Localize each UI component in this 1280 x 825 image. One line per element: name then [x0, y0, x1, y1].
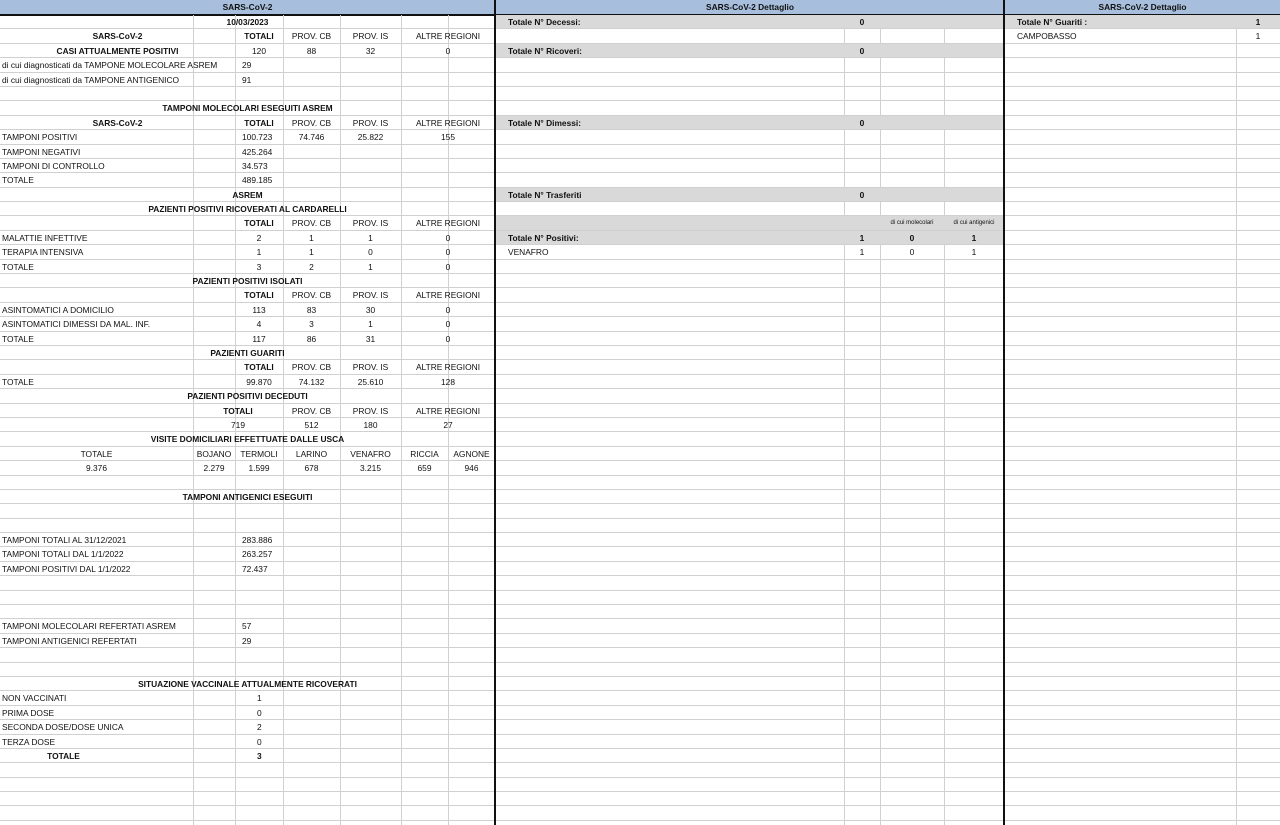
venafro-val: 1	[859, 247, 865, 258]
ric-row-altre: 0	[445, 232, 451, 243]
positivi-label: Totale N° Positivi:	[508, 232, 579, 243]
tm-row-cb: 74.746	[298, 132, 325, 143]
visite-col: AGNONE	[453, 448, 490, 459]
casi-cb: 88	[306, 45, 317, 56]
tm-col0: SARS-CoV-2	[92, 117, 143, 128]
iso-row-tot: 117	[252, 333, 266, 344]
tm-row-label: TAMPONI NEGATIVI	[2, 146, 81, 157]
vac-row-label: NON VACCINATI	[2, 693, 67, 704]
casi-is: 32	[365, 45, 376, 56]
vaccinale-title: SITUAZIONE VACCINALE ATTUALMENTE RICOVERATI	[138, 678, 357, 689]
iso-row-label: ASINTOMATICI A DOMICILIO	[2, 304, 114, 315]
casi-ant-label: di cui diagnosticati da TAMPONE ANTIGENICO	[2, 74, 180, 85]
vac-row-val: 0	[257, 707, 262, 718]
iso-col2: PROV. CB	[291, 290, 332, 301]
casi-positivi-label: CASI ATTUALMENTE POSITIVI	[56, 45, 179, 56]
ant-row-val: 72.437	[242, 563, 268, 574]
table-row	[0, 231, 495, 245]
gua-col1: TOTALI	[244, 362, 274, 373]
ref-row-val: 29	[242, 635, 252, 646]
gua-row-label: TOTALE	[2, 376, 34, 387]
table-row	[0, 720, 495, 734]
right-panel	[1005, 0, 1280, 825]
sub-mol-label: di cui molecolari	[890, 220, 934, 227]
table-row	[0, 245, 495, 259]
col-header-is: PROV. IS	[352, 31, 389, 42]
campobasso-label: CAMPOBASSO	[1017, 31, 1077, 42]
visite-col: RICCIA	[410, 448, 439, 459]
visite-col: VENAFRO	[350, 448, 391, 459]
casi-mol-label: di cui diagnosticati da TAMPONE MOLECOLARE ASREM	[2, 60, 218, 71]
dec-row-cb: 512	[304, 419, 319, 430]
ant-row-label: TAMPONI POSITIVI DAL 1/1/2022	[2, 563, 131, 574]
ric-row-tot: 1	[256, 247, 262, 258]
isolati-title: PAZIENTI POSITIVI ISOLATI	[192, 276, 303, 287]
ref-row-label: TAMPONI MOLECOLARI REFERTATI ASREM	[2, 621, 176, 632]
table-row	[0, 735, 495, 749]
positivi-mol: 0	[909, 232, 915, 243]
gua-col2: PROV. CB	[291, 362, 332, 373]
ric-row-tot: 2	[256, 232, 262, 243]
tm-col4: ALTRE REGIONI	[415, 117, 481, 128]
visite-col: TOTALE	[80, 448, 113, 459]
ric-col4: ALTRE REGIONI	[415, 218, 481, 229]
visite-col: BOJANO	[196, 448, 232, 459]
venafro-mol: 0	[909, 247, 915, 258]
table-row	[0, 375, 495, 389]
dec-col4: ALTRE REGIONI	[415, 405, 481, 416]
positivi-val: 1	[859, 232, 865, 243]
ric-row-altre: 0	[445, 261, 451, 272]
guariti-title: PAZIENTI GUARITI	[210, 347, 285, 358]
table-row	[0, 533, 495, 547]
dec-row-altre: 27	[443, 419, 453, 430]
visite-val: 3.215	[360, 463, 381, 474]
gua-row-cb: 74.132	[298, 376, 325, 387]
tm-col3: PROV. IS	[352, 117, 389, 128]
ric-col1: TOTALI	[244, 218, 274, 229]
col-header-name: SARS-CoV-2	[92, 31, 143, 42]
vac-row-val: 2	[257, 722, 262, 733]
vac-row-label: SECONDA DOSE/DOSE UNICA	[2, 722, 124, 733]
tm-row-label: TOTALE	[2, 175, 34, 186]
trasferiti-label: Totale N° Trasferiti	[508, 189, 582, 200]
ric-col2: PROV. CB	[291, 218, 332, 229]
ref-row-label: TAMPONI ANTIGENICI REFERTATI	[2, 635, 137, 646]
visite-title: VISITE DOMICILIARI EFFETTUATE DALLE USCA	[150, 434, 345, 445]
table-row	[0, 634, 495, 648]
guariti-total-val: 1	[1255, 17, 1261, 27]
dec-row-is: 180	[363, 419, 378, 430]
table-row	[0, 418, 495, 432]
table-row	[0, 706, 495, 720]
dec-col2: PROV. CB	[291, 405, 332, 416]
casi-mol-val: 29	[242, 60, 252, 71]
casi-tot: 120	[252, 45, 266, 56]
iso-row-is: 1	[368, 319, 373, 330]
table-row	[0, 173, 495, 187]
table-row	[0, 130, 495, 144]
vac-row-label: TERZA DOSE	[2, 736, 56, 747]
iso-row-altre: 0	[445, 319, 451, 330]
iso-row-cb: 86	[306, 333, 317, 344]
asrem-label: ASREM	[232, 189, 263, 200]
iso-col3: PROV. IS	[352, 290, 389, 301]
right-rows	[1005, 15, 1280, 825]
ric-row-label: MALATTIE INFETTIVE	[2, 232, 88, 243]
table-row	[0, 260, 495, 274]
table-row	[0, 303, 495, 317]
table-row	[0, 317, 495, 331]
dec-col1: TOTALI	[223, 405, 253, 416]
iso-row-cb: 3	[309, 319, 314, 330]
visite-val: 678	[304, 463, 319, 474]
iso-row-altre: 0	[445, 333, 451, 344]
antigenici-title: TAMPONI ANTIGENICI ESEGUITI	[182, 491, 313, 502]
dec-row-tot: 719	[231, 419, 245, 430]
left-header: SARS-CoV-2	[0, 0, 495, 16]
ric-row-label: TOTALE	[2, 261, 34, 272]
ricoveri-val: 0	[859, 45, 865, 56]
table-row	[0, 691, 495, 705]
vac-total-label: TOTALE	[47, 750, 80, 761]
visite-val: 2.279	[203, 463, 225, 474]
ref-row-val: 57	[242, 621, 252, 632]
ric-row-altre: 0	[445, 247, 451, 258]
right-header: SARS-CoV-2 Dettaglio	[1005, 0, 1280, 16]
left-rows	[0, 15, 495, 825]
ric-col3: PROV. IS	[352, 218, 389, 229]
col-header-cb: PROV. CB	[291, 31, 332, 42]
ant-row-label: TAMPONI TOTALI DAL 1/1/2022	[2, 549, 124, 560]
visite-val: 946	[464, 463, 479, 474]
ric-row-cb: 1	[309, 247, 314, 258]
ant-row-val: 263.257	[242, 549, 273, 560]
ric-row-label: TERAPIA INTENSIVA	[2, 247, 84, 258]
middle-panel	[496, 0, 1004, 825]
col-header-totali: TOTALI	[244, 31, 274, 42]
iso-col4: ALTRE REGIONI	[415, 290, 481, 301]
table-row	[0, 749, 495, 763]
table-row	[0, 145, 495, 159]
decessi-label: Totale N° Decessi:	[508, 17, 581, 27]
iso-row-label: ASINTOMATICI DIMESSI DA MAL. INF.	[2, 319, 151, 330]
vac-row-val: 1	[257, 693, 262, 704]
gua-row-altre: 128	[441, 376, 455, 387]
ant-row-label: TAMPONI TOTALI AL 31/12/2021	[2, 535, 127, 546]
tm-row-tot: 489.185	[242, 175, 273, 186]
gua-col4: ALTRE REGIONI	[415, 362, 481, 373]
tm-col1: TOTALI	[244, 117, 274, 128]
table-row	[0, 547, 495, 561]
tm-row-label: TAMPONI POSITIVI	[2, 132, 78, 143]
ric-row-cb: 1	[309, 232, 314, 243]
decessi-val: 0	[859, 17, 865, 27]
venafro-label: VENAFRO	[508, 247, 549, 258]
iso-row-label: TOTALE	[2, 333, 34, 344]
deceduti-title: PAZIENTI POSITIVI DECEDUTI	[187, 391, 308, 402]
middle-header: SARS-CoV-2 Dettaglio	[496, 0, 1004, 16]
ant-row-val: 283.886	[242, 535, 273, 546]
table-row	[496, 245, 1004, 259]
ricoveri-label: Totale N° Ricoveri:	[508, 45, 582, 56]
dimessi-val: 0	[859, 117, 865, 128]
ricoverati-title: PAZIENTI POSITIVI RICOVERATI AL CARDARELLI	[148, 204, 347, 215]
iso-row-tot: 113	[252, 304, 266, 315]
visite-col: TERMOLI	[240, 448, 278, 459]
visite-val: 9.376	[86, 463, 107, 474]
trasferiti-val: 0	[859, 189, 865, 200]
gua-col3: PROV. IS	[352, 362, 389, 373]
table-row	[0, 461, 495, 475]
tm-row-tot: 34.573	[242, 160, 268, 171]
casi-ant-val: 91	[242, 74, 252, 85]
ric-row-is: 1	[368, 232, 373, 243]
ric-row-cb: 2	[309, 261, 314, 272]
guariti-total-label: Totale N° Guariti :	[1017, 17, 1088, 27]
table-row	[0, 159, 495, 173]
iso-row-cb: 83	[306, 304, 317, 315]
col-header-altre: ALTRE REGIONI	[415, 31, 481, 42]
tm-row-tot: 425.264	[242, 146, 273, 157]
report-date: 10/03/2023	[226, 17, 269, 27]
iso-row-altre: 0	[445, 304, 451, 315]
table-row	[0, 619, 495, 633]
middle-rows	[496, 15, 1004, 825]
left-panel	[0, 0, 495, 825]
positivi-ant: 1	[971, 232, 977, 243]
gua-row-is: 25.610	[357, 376, 384, 387]
casi-altre: 0	[445, 45, 451, 56]
tm-col2: PROV. CB	[291, 117, 332, 128]
iso-col1: TOTALI	[244, 290, 274, 301]
sub-ant-label: di cui antigenici	[953, 220, 995, 227]
visite-val: 1.599	[248, 463, 270, 474]
ric-row-is: 1	[368, 261, 373, 272]
table-row	[0, 332, 495, 346]
iso-row-is: 31	[365, 333, 376, 344]
tm-row-is: 25.822	[357, 132, 384, 143]
campobasso-val: 1	[1255, 31, 1261, 42]
visite-col: LARINO	[295, 448, 328, 459]
table-row	[1005, 29, 1280, 43]
gua-row-tot: 99.870	[246, 376, 272, 387]
tm-row-label: TAMPONI DI CONTROLLO	[2, 160, 105, 171]
venafro-ant: 1	[971, 247, 977, 258]
visite-val: 659	[417, 463, 432, 474]
tamponi-mol-title: TAMPONI MOLECOLARI ESEGUITI ASREM	[162, 103, 333, 114]
dimessi-label: Totale N° Dimessi:	[508, 117, 582, 128]
ric-row-tot: 3	[256, 261, 262, 272]
ric-row-is: 0	[368, 247, 373, 258]
table-row	[0, 562, 495, 576]
vac-row-val: 0	[257, 736, 262, 747]
iso-row-is: 30	[365, 304, 376, 315]
iso-row-tot: 4	[256, 319, 262, 330]
dec-col3: PROV. IS	[352, 405, 389, 416]
tm-row-tot: 100.723	[242, 132, 273, 143]
tm-row-altre: 155	[441, 132, 455, 143]
vac-total-val: 3	[257, 750, 262, 761]
vac-row-label: PRIMA DOSE	[2, 707, 55, 718]
